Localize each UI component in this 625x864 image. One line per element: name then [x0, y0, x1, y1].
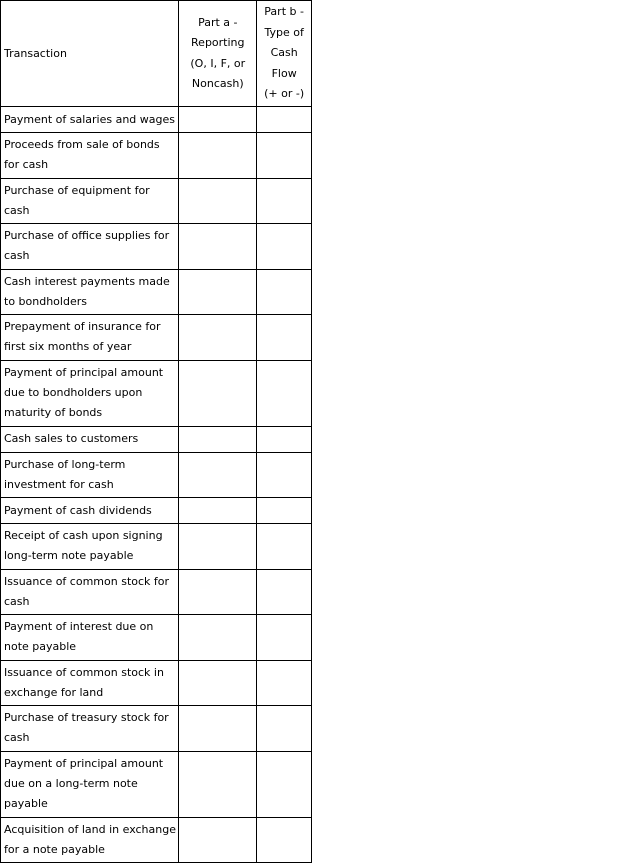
part-a-answer-cell[interactable] [179, 269, 257, 315]
table-row [1, 269, 312, 315]
transaction-cell [1, 107, 179, 133]
table-row [1, 524, 312, 570]
transaction-text-line: note payable [4, 640, 77, 654]
transaction-cell [1, 426, 179, 452]
transaction-text-line: Purchase of treasury stock for [4, 711, 169, 725]
part-b-answer-cell[interactable] [257, 269, 312, 315]
part-a-answer-cell[interactable] [179, 751, 257, 817]
transaction-text-line: long-term note payable [4, 549, 134, 563]
table-row [1, 426, 312, 452]
part-b-answer-cell[interactable] [257, 178, 312, 224]
part-a-answer-cell[interactable] [179, 615, 257, 661]
part-a-answer-cell[interactable] [179, 498, 257, 524]
part-a-answer-cell[interactable] [179, 706, 257, 752]
part-a-answer-cell[interactable] [179, 315, 257, 361]
part-a-answer-cell[interactable] [179, 224, 257, 270]
transaction-cell [1, 360, 179, 426]
transaction-text-line: cash [4, 731, 30, 745]
part-a-answer-cell[interactable] [179, 524, 257, 570]
part-b-answer-cell[interactable] [257, 706, 312, 752]
part-a-answer-cell[interactable] [179, 426, 257, 452]
part-a-answer-cell[interactable] [179, 817, 257, 863]
transaction-text-line: Issuance of common stock in [4, 665, 164, 679]
part-b-answer-cell[interactable] [257, 133, 312, 179]
transaction-text-line: exchange for land [4, 685, 104, 699]
transaction-text-line: Proceeds from sale of bonds [4, 138, 160, 152]
transaction-cell [1, 615, 179, 661]
part-b-answer-cell[interactable] [257, 817, 312, 863]
transaction-text-line: to bondholders [4, 294, 87, 308]
header-row [1, 1, 312, 107]
part-a-answer-cell[interactable] [179, 452, 257, 498]
part-a-header [179, 1, 257, 107]
table-row [1, 133, 312, 179]
transaction-text-line: due to bondholders upon [4, 386, 143, 399]
part-a-answer-cell[interactable] [179, 569, 257, 615]
transaction-cell [1, 569, 179, 615]
part-b-answer-cell[interactable] [257, 224, 312, 270]
transaction-text-line: for cash [4, 158, 49, 172]
transaction-cell [1, 751, 179, 817]
table-row [1, 751, 312, 817]
transaction-text-line: Acquisition of land in exchange [4, 822, 176, 836]
transaction-text-line: Payment of principal amount [4, 366, 164, 379]
part-b-header [257, 1, 312, 107]
transaction-text-line: payable [4, 797, 48, 810]
table-row [1, 452, 312, 498]
part-b-answer-cell[interactable] [257, 315, 312, 361]
transaction-text-line: Cash sales to customers [4, 432, 139, 445]
transaction-header [1, 1, 179, 107]
part-a-answer-cell[interactable] [179, 360, 257, 426]
part-a-header-label: Part a - Reporting (O, I, F, or Noncash) [190, 15, 246, 90]
table-row [1, 615, 312, 661]
table-row [1, 107, 312, 133]
transaction-cell [1, 498, 179, 524]
transaction-text-line: Purchase of office supplies for [4, 229, 170, 243]
transaction-text-line: first six months of year [4, 340, 132, 354]
transaction-text-line: cash [4, 594, 30, 608]
part-b-header-label: Part b - Type of Cash Flow (+ or -) [264, 5, 305, 101]
table-row [1, 224, 312, 270]
part-b-answer-cell[interactable] [257, 524, 312, 570]
part-a-answer-cell[interactable] [179, 107, 257, 133]
transaction-cell [1, 178, 179, 224]
part-b-answer-cell[interactable] [257, 452, 312, 498]
part-b-answer-cell[interactable] [257, 569, 312, 615]
transaction-cell [1, 315, 179, 361]
transaction-text-line: maturity of bonds [4, 406, 103, 419]
table-row [1, 706, 312, 752]
transaction-cell [1, 269, 179, 315]
table-row [1, 315, 312, 361]
transaction-text-line: for a note payable [4, 842, 105, 856]
transaction-text-line: Issuance of common stock for [4, 574, 170, 588]
transaction-text-line: Payment of interest due on [4, 620, 154, 634]
transaction-cell [1, 660, 179, 706]
transaction-text-line: Purchase of long-term [4, 457, 126, 471]
transaction-text-line: Prepayment of insurance for [4, 320, 161, 334]
transaction-text-line: due on a long-term note [4, 777, 138, 790]
transaction-text-line: Receipt of cash upon signing [4, 529, 163, 543]
part-a-answer-cell[interactable] [179, 660, 257, 706]
transaction-text-line: Payment of cash dividends [4, 503, 152, 517]
part-b-answer-cell[interactable] [257, 498, 312, 524]
table-row [1, 360, 312, 426]
transaction-cell [1, 133, 179, 179]
transaction-cell [1, 452, 179, 498]
table-row [1, 660, 312, 706]
transaction-text-line: cash [4, 203, 30, 217]
part-a-answer-cell[interactable] [179, 178, 257, 224]
transaction-text-line: Payment of salaries and wages [4, 112, 176, 126]
transaction-text-line: investment for cash [4, 477, 114, 491]
table-row [1, 178, 312, 224]
transaction-cell [1, 706, 179, 752]
transaction-text-line: Payment of principal amount [4, 757, 164, 770]
table-row [1, 569, 312, 615]
transaction-cell [1, 817, 179, 863]
part-b-answer-cell[interactable] [257, 426, 312, 452]
cash-flow-classification-table [0, 0, 312, 863]
transaction-text-line: cash [4, 249, 30, 263]
transaction-text-line: Cash interest payments made [4, 274, 170, 288]
part-b-answer-cell[interactable] [257, 107, 312, 133]
table-row [1, 817, 312, 863]
part-b-answer-cell[interactable] [257, 360, 312, 426]
part-b-answer-cell[interactable] [257, 615, 312, 661]
transaction-text-line: Purchase of equipment for [4, 183, 150, 197]
transaction-cell [1, 524, 179, 570]
transaction-cell [1, 224, 179, 270]
transaction-header-label: Transaction [4, 46, 67, 60]
part-b-answer-cell[interactable] [257, 751, 312, 817]
part-b-answer-cell[interactable] [257, 660, 312, 706]
part-a-answer-cell[interactable] [179, 133, 257, 179]
table-row [1, 498, 312, 524]
